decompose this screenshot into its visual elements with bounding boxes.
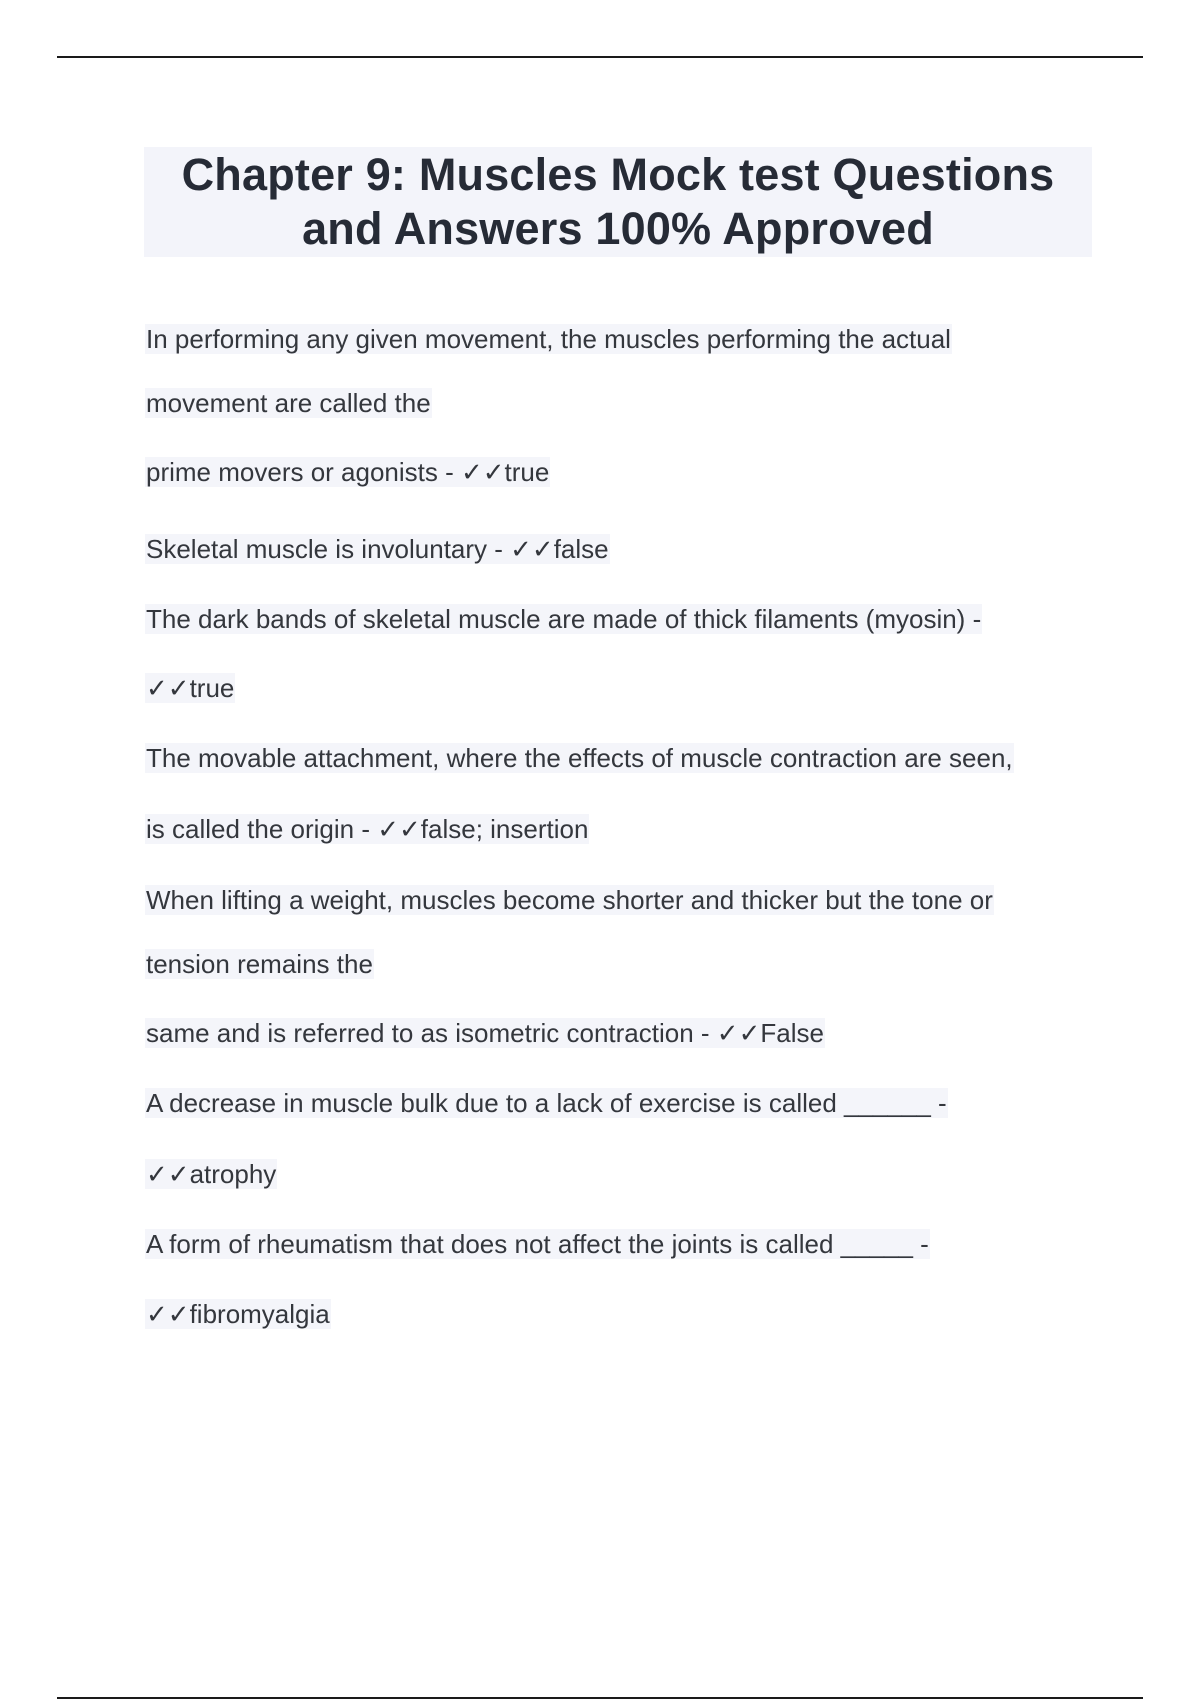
text-line-content: movement are called the <box>146 388 431 418</box>
text-line <box>145 532 610 566</box>
title-line-2: and Answers 100% Approved <box>302 203 934 254</box>
text-line <box>145 1086 948 1120</box>
text-line-content: When lifting a weight, muscles become shorter and thicker but the tone or <box>146 885 993 915</box>
text-line-content: ✓✓true <box>146 673 235 703</box>
text-line <box>145 1016 825 1050</box>
text-line-content: A decrease in muscle bulk due to a lack of exercise is called ______ - <box>146 1088 947 1118</box>
page-title <box>182 148 1055 256</box>
text-line <box>145 1297 331 1331</box>
text-line-content: prime movers or agonists - ✓✓true <box>146 457 550 487</box>
title-line-1: Chapter 9: Muscles Mock test Questions <box>181 149 1055 200</box>
text-line <box>145 1227 930 1261</box>
text-line-content: ✓✓atrophy <box>146 1159 277 1189</box>
text-line <box>145 812 589 846</box>
top-rule <box>57 56 1143 58</box>
text-line-content: tension remains the <box>146 949 373 979</box>
text-line-content: The movable attachment, where the effects of muscle contraction are seen, <box>146 743 1013 773</box>
text-line <box>145 386 432 420</box>
text-line-content: Skeletal muscle is involuntary - ✓✓false <box>146 534 609 564</box>
text-line-content: same and is referred to as isometric contraction - ✓✓False <box>146 1018 824 1048</box>
text-line <box>145 1157 277 1191</box>
text-line-content: The dark bands of skeletal muscle are made of thick filaments (myosin) - <box>146 604 982 634</box>
text-line <box>145 671 235 705</box>
text-line-content: ✓✓fibromyalgia <box>146 1299 330 1329</box>
text-line <box>145 602 982 636</box>
text-line-content: A form of rheumatism that does not affect the joints is called _____ - <box>146 1229 929 1259</box>
text-line <box>145 947 374 981</box>
text-line-content: is called the origin - ✓✓false; insertion <box>146 814 589 844</box>
text-line-content: In performing any given movement, the muscles performing the actual <box>146 324 951 354</box>
text-line <box>145 883 994 917</box>
text-line <box>145 322 952 356</box>
text-line <box>145 741 1014 775</box>
bottom-rule <box>57 1697 1143 1699</box>
title-block <box>144 147 1092 257</box>
text-line <box>145 455 550 489</box>
